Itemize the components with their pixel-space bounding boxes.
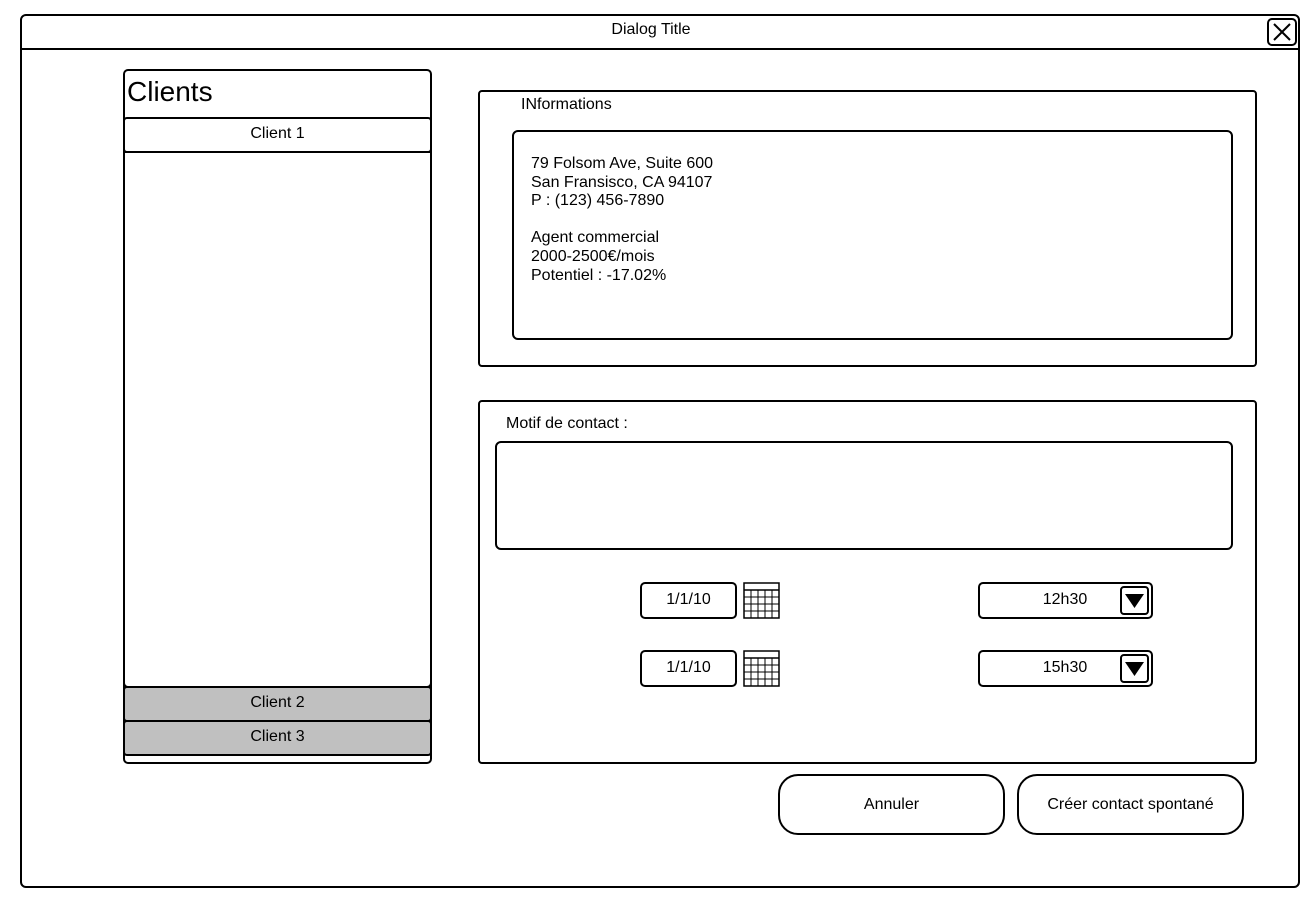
time-start-select[interactable] [978, 582, 1153, 619]
info-line [531, 211, 713, 230]
time-end-select[interactable] [978, 650, 1153, 687]
date-start-field[interactable]: 1/1/10 [640, 582, 737, 619]
info-line: 2000-2500€/mois [531, 247, 655, 265]
calendar-icon[interactable] [743, 650, 780, 687]
motif-textarea[interactable] [495, 441, 1233, 550]
clients-header: Clients [127, 76, 213, 107]
dropdown-arrow-icon[interactable] [1120, 586, 1149, 615]
info-line: Potentiel : -17.02% [531, 266, 667, 284]
date-end-field[interactable]: 1/1/10 [640, 650, 737, 687]
time-start-value: 12h30 [1042, 591, 1088, 608]
calendar-icon[interactable] [743, 582, 780, 619]
info-line: San Fransisco, CA 94107 [531, 173, 713, 191]
accordion-tab-client-2[interactable]: Client 2 [123, 686, 432, 722]
info-line: P : (123) 456-7890 [531, 192, 665, 210]
info-line: Agent commercial [531, 229, 660, 247]
accordion-tab-client-1[interactable]: Client 1 [123, 117, 432, 153]
create-contact-button[interactable]: Créer contact spontané [1017, 774, 1244, 835]
accordion-content-client-1 [123, 151, 432, 688]
close-icon [1269, 20, 1295, 44]
informations-text [531, 155, 713, 285]
dropdown-arrow-icon[interactable] [1120, 654, 1149, 683]
accordion-tab-client-3[interactable]: Client 3 [123, 720, 432, 756]
informations-label: INformations [521, 96, 612, 113]
info-line: 79 Folsom Ave, Suite 600 [531, 155, 714, 172]
dialog-title: Dialog Title [611, 21, 691, 38]
close-button[interactable] [1267, 18, 1297, 46]
motif-label: Motif de contact : [506, 415, 628, 432]
cancel-button[interactable]: Annuler [778, 774, 1005, 835]
time-end-value: 15h30 [1042, 659, 1088, 676]
